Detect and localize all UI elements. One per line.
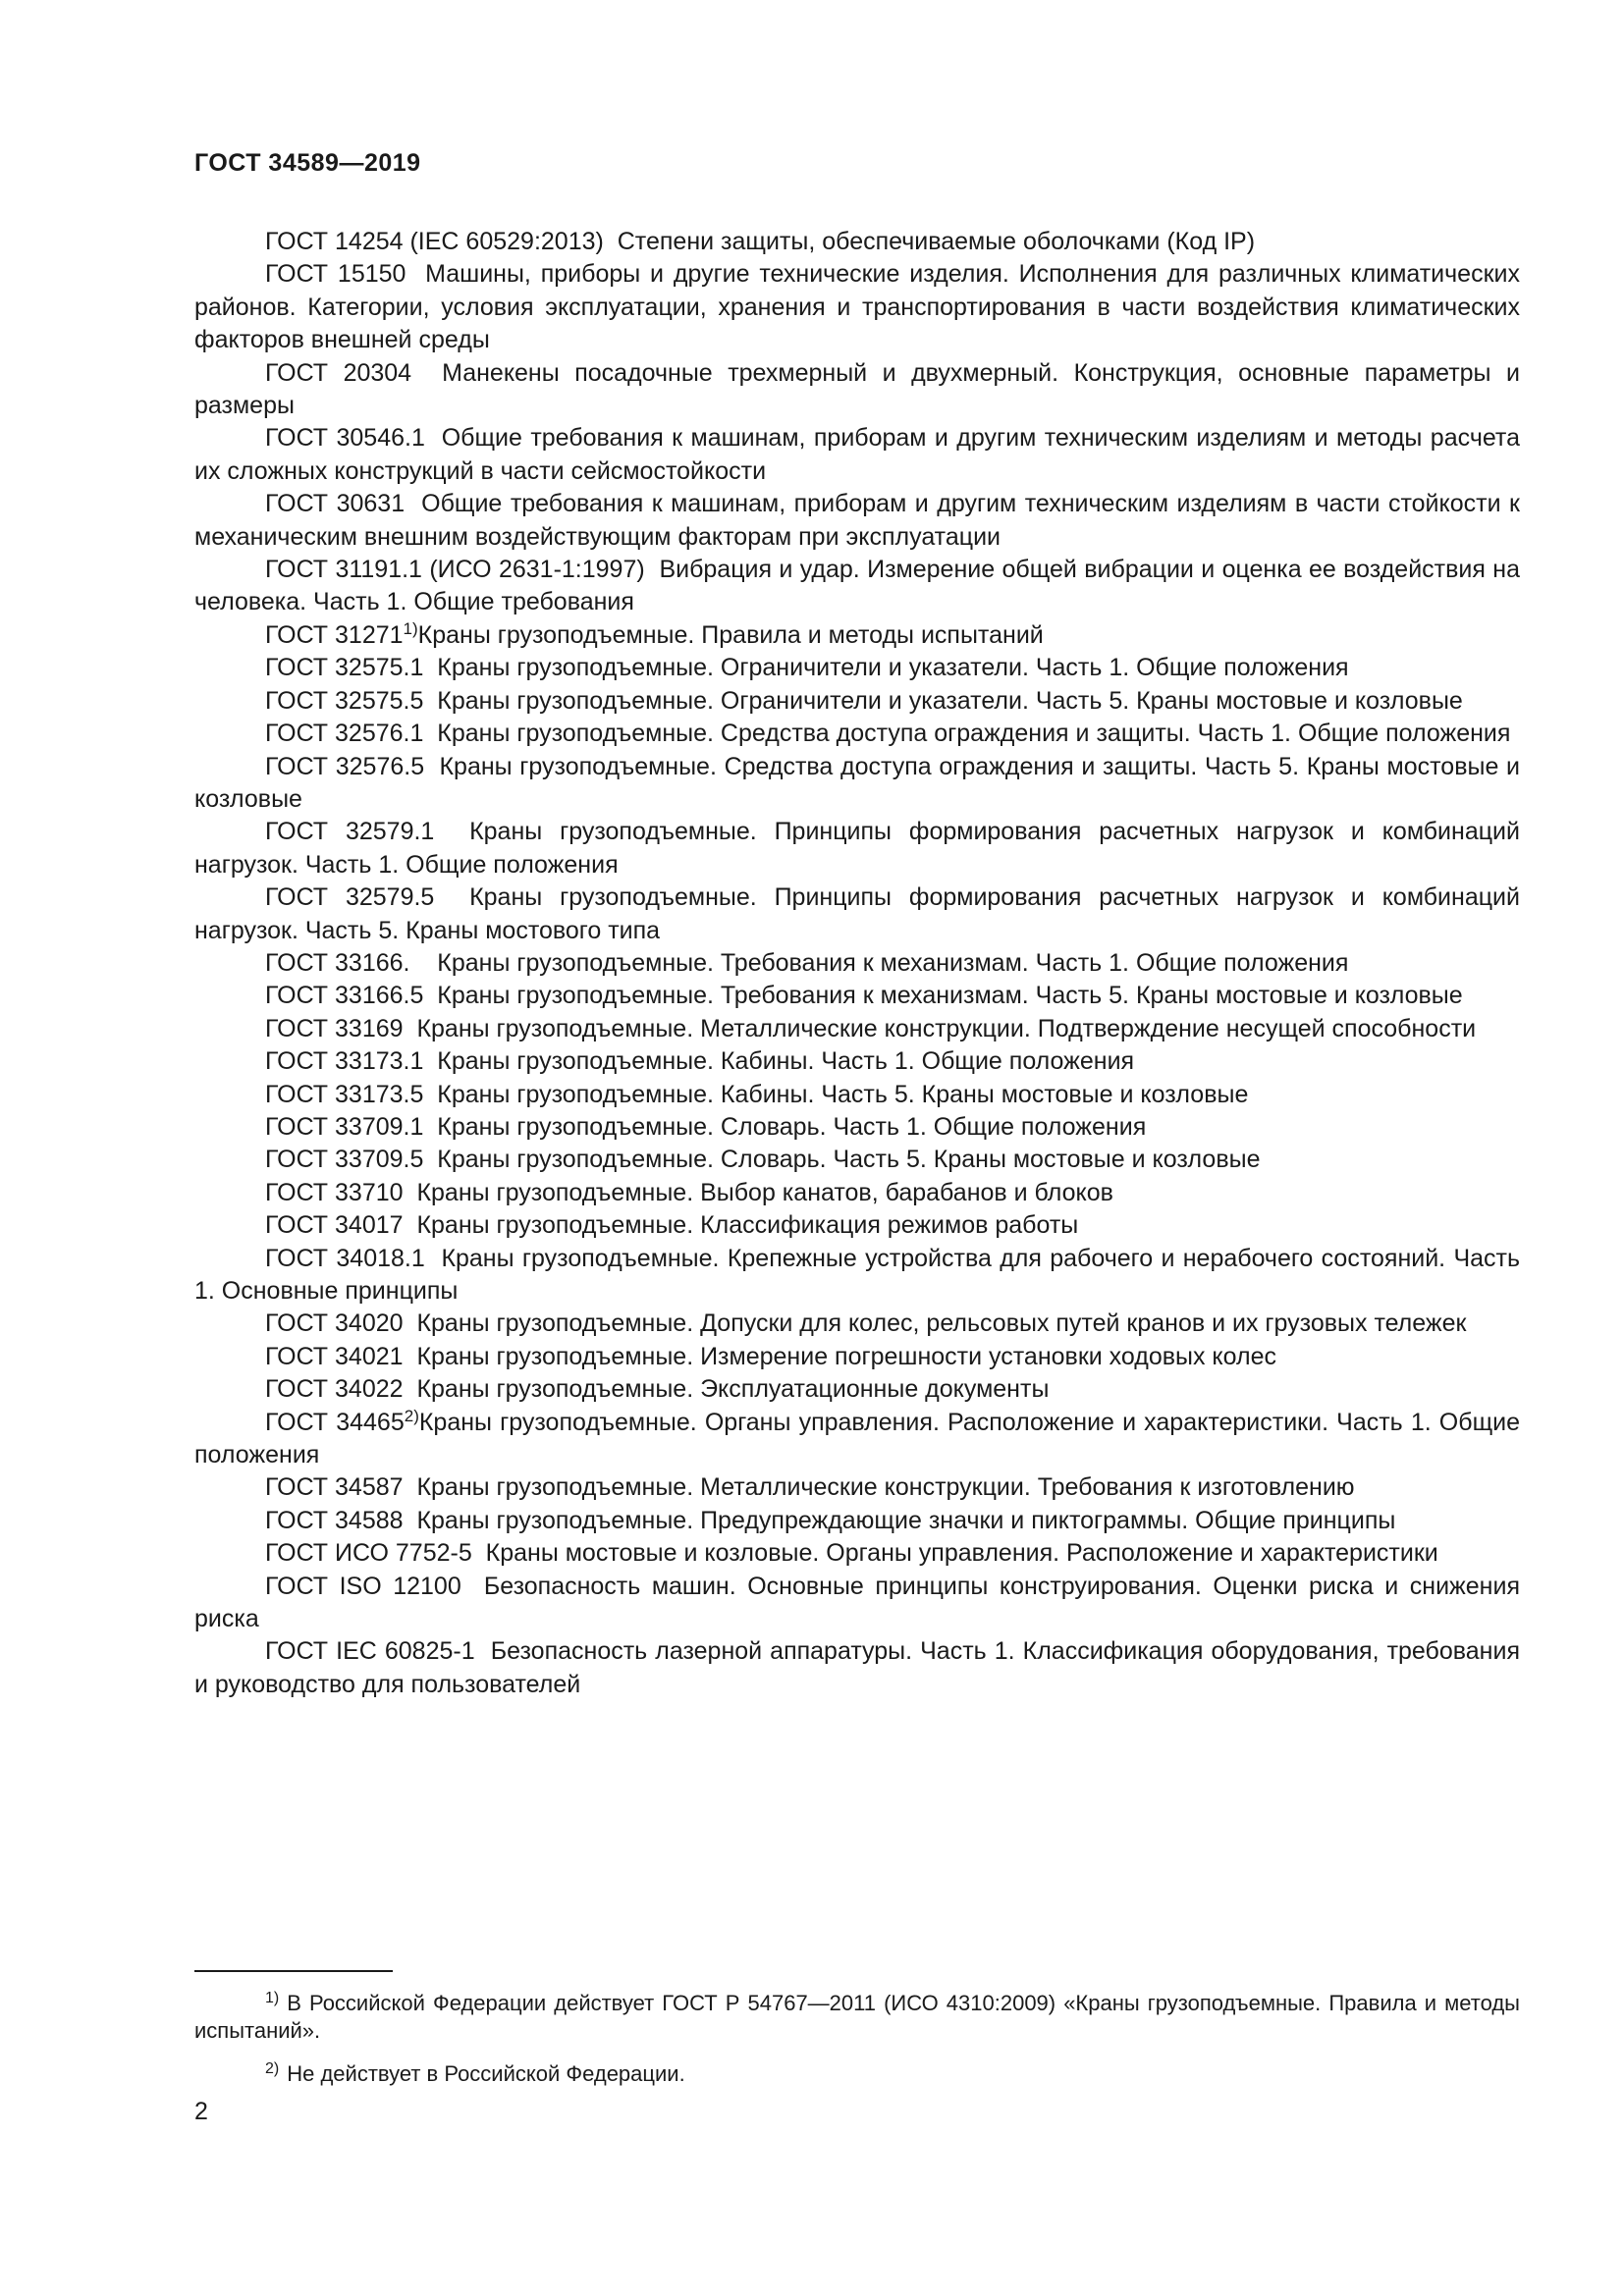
footnote-number: 1) xyxy=(265,1990,280,2006)
reference-code: ГОСТ 14254 (IEC 60529:2013) xyxy=(265,228,604,255)
reference-item xyxy=(194,1635,1520,1701)
reference-code: ГОСТ 32576.5 xyxy=(265,752,425,780)
reference-code: ГОСТ 15150 xyxy=(265,260,406,289)
reference-code: ГОСТ 34017 xyxy=(265,1211,404,1240)
reference-code: ГОСТ 20304 xyxy=(265,358,412,387)
footnotes xyxy=(194,1990,1520,2104)
reference-code: ГОСТ 32575.5 xyxy=(265,686,424,715)
reference-code: ГОСТ 33173.5 xyxy=(265,1080,424,1108)
reference-code: ГОСТ 32576.1 xyxy=(265,720,424,748)
reference-code: ГОСТ 33166.5 xyxy=(265,982,424,1010)
reference-item xyxy=(194,422,1520,488)
reference-title: Краны грузоподъемные. Кабины. Часть 5. Краны мостовые и козловые xyxy=(437,1080,1249,1108)
reference-code: ГОСТ 30631 xyxy=(265,490,406,518)
footnote-text: В Российской Федерации действует ГОСТ Р 54767—2011 (ИСО 4310:2009) «Краны грузоподъемные. Правила и методы испытаний». xyxy=(194,1991,1520,2043)
reference-item xyxy=(194,554,1520,619)
reference-title: Машины, приборы и другие технические изделия. Исполнения для различных климатических районов. Категории, условия эксплуатации, хранения и транспортирования в части воздействия климатических факторов внешней среды xyxy=(194,260,1520,354)
reference-item xyxy=(194,488,1520,554)
footnote-text: Не действует в Российской Федерации. xyxy=(287,2061,685,2086)
reference-item xyxy=(194,881,1520,947)
footnote-item xyxy=(194,2060,1520,2088)
reference-title: Краны грузоподъемные. Ограничители и указатели. Часть 1. Общие положения xyxy=(437,654,1349,682)
reference-title: Вибрация и удар. Измерение общей вибрации и оценка ее воздействия на человека. Часть 1. Общие требования xyxy=(194,556,1520,616)
reference-title: Краны грузоподъемные. Металлические конструкции. Требования к изготовлению xyxy=(416,1473,1355,1502)
reference-title: Краны грузоподъемные. Органы управления. Расположение и характеристики. Часть 1. Общие положения xyxy=(194,1408,1521,1469)
reference-item xyxy=(194,1537,1520,1570)
reference-title: Краны грузоподъемные. Крепежные устройства для рабочего и нерабочего состояний. Часть 1. Основные принципы xyxy=(194,1244,1520,1305)
reference-title: Краны грузоподъемные. Средства доступа ограждения и защиты. Часть 5. Краны мостовые и козловые xyxy=(194,752,1520,813)
reference-title: Безопасность машин. Основные принципы конструирования. Оценки риска и снижения риска xyxy=(194,1572,1520,1633)
reference-code: ГОСТ 32579.1 xyxy=(265,818,435,846)
reference-title: Краны грузоподъемные. Словарь. Часть 1. Общие положения xyxy=(437,1112,1147,1141)
normative-references-list xyxy=(194,226,1520,1701)
reference-code: ГОСТ IEC 60825-1 xyxy=(265,1637,475,1666)
reference-title: Краны грузоподъемные. Требования к механизмам. Часть 5. Краны мостовые и козловые xyxy=(437,982,1463,1010)
reference-title: Краны грузоподъемные. Измерение погрешности установки ходовых колес xyxy=(416,1342,1276,1370)
reference-item xyxy=(194,619,1520,652)
page-number: 2 xyxy=(194,2098,208,2125)
reference-item xyxy=(194,1243,1520,1308)
reference-item xyxy=(194,1341,1520,1373)
reference-item xyxy=(194,947,1520,980)
reference-item xyxy=(194,1505,1520,1537)
reference-title: Краны грузоподъемные. Словарь. Часть 5. Краны мостовые и козловые xyxy=(437,1146,1261,1174)
reference-title: Краны грузоподъемные. Средства доступа ограждения и защиты. Часть 1. Общие положения xyxy=(437,720,1511,748)
reference-title: Безопасность лазерной аппаратуры. Часть 1. Классификация оборудования, требования и руководство для пользователей xyxy=(194,1637,1520,1698)
reference-title: Краны грузоподъемные. Принципы формирования расчетных нагрузок и комбинаций нагрузок. Часть 5. Краны мостового типа xyxy=(194,883,1520,944)
reference-code: ГОСТ 34465 xyxy=(265,1408,405,1436)
reference-code: ГОСТ 34022 xyxy=(265,1375,404,1404)
reference-title: Краны грузоподъемные. Принципы формирования расчетных нагрузок и комбинаций нагрузок. Часть 1. Общие положения xyxy=(194,818,1520,879)
reference-code: ГОСТ 34021 xyxy=(265,1342,404,1370)
reference-item xyxy=(194,1571,1520,1636)
document-header: ГОСТ 34589—2019 xyxy=(194,149,421,177)
reference-item xyxy=(194,357,1520,423)
reference-title: Краны грузоподъемные. Допуски для колес, рельсовых путей кранов и их грузовых тележек xyxy=(416,1309,1467,1338)
reference-item xyxy=(194,226,1520,258)
reference-code: ГОСТ 32579.5 xyxy=(265,883,435,912)
footnote-separator xyxy=(194,1970,393,1972)
footnote-marker: 1) xyxy=(403,618,418,638)
reference-item xyxy=(194,1177,1520,1209)
reference-item xyxy=(194,1144,1520,1176)
reference-title: Краны грузоподъемные. Выбор канатов, барабанов и блоков xyxy=(416,1178,1113,1206)
reference-item xyxy=(194,258,1520,356)
reference-title: Краны грузоподъемные. Предупреждающие значки и пиктограммы. Общие принципы xyxy=(416,1506,1396,1534)
reference-code: ГОСТ 34587 xyxy=(265,1473,404,1502)
reference-title: Общие требования к машинам, приборам и другим техническим изделиям и методы расчета их сложных конструкций в части сейсмостойкости xyxy=(194,424,1520,485)
reference-code: ГОСТ 32575.1 xyxy=(265,654,424,682)
reference-item xyxy=(194,1079,1520,1111)
reference-code: ГОСТ 33710 xyxy=(265,1178,404,1206)
reference-code: ГОСТ 33169 xyxy=(265,1014,404,1042)
reference-code: ГОСТ 34018.1 xyxy=(265,1244,425,1272)
reference-code: ГОСТ ИСО 7752-5 xyxy=(265,1539,472,1568)
reference-item xyxy=(194,1045,1520,1078)
reference-code: ГОСТ 33166. xyxy=(265,948,424,977)
reference-item xyxy=(194,685,1520,718)
reference-item xyxy=(194,1373,1520,1406)
reference-code: ГОСТ 34588 xyxy=(265,1506,404,1534)
reference-title: Краны грузоподъемные. Классификация режимов работы xyxy=(416,1211,1079,1240)
reference-item xyxy=(194,718,1520,750)
reference-title: Краны мостовые и козловые. Органы управления. Расположение и характеристики xyxy=(485,1539,1438,1568)
reference-item xyxy=(194,751,1520,817)
reference-title: Краны грузоподъемные. Правила и методы испытаний xyxy=(417,620,1044,649)
reference-item xyxy=(194,1308,1520,1340)
reference-code: ГОСТ 33709.1 xyxy=(265,1112,424,1141)
reference-title: Краны грузоподъемные. Ограничители и указатели. Часть 5. Краны мостовые и козловые xyxy=(437,686,1463,715)
reference-title: Манекены посадочные трехмерный и двухмерный. Конструкция, основные параметры и размеры xyxy=(194,358,1520,420)
reference-title: Краны грузоподъемные. Металлические конструкции. Подтверждение несущей способности xyxy=(416,1014,1477,1042)
reference-code: ГОСТ 33709.5 xyxy=(265,1146,424,1174)
reference-item xyxy=(194,816,1520,881)
reference-code: ГОСТ 31271 xyxy=(265,620,404,649)
reference-item xyxy=(194,1209,1520,1242)
reference-item xyxy=(194,652,1520,684)
reference-title: Краны грузоподъемные. Кабины. Часть 1. Общие положения xyxy=(437,1047,1135,1076)
reference-code: ГОСТ 31191.1 (ИСО 2631-1:1997) xyxy=(265,556,645,584)
reference-item xyxy=(194,1471,1520,1504)
footnote-number: 2) xyxy=(265,2060,280,2077)
reference-item xyxy=(194,1111,1520,1144)
reference-item xyxy=(194,1013,1520,1045)
reference-item xyxy=(194,1407,1520,1472)
reference-code: ГОСТ ISO 12100 xyxy=(265,1572,461,1600)
reference-code: ГОСТ 34020 xyxy=(265,1309,404,1338)
footnote-marker: 2) xyxy=(404,1406,419,1425)
reference-title: Краны грузоподъемные. Требования к механизмам. Часть 1. Общие положения xyxy=(437,948,1349,977)
reference-title: Степени защиты, обеспечиваемые оболочками (Код IP) xyxy=(617,228,1256,255)
reference-title: Краны грузоподъемные. Эксплуатационные документы xyxy=(416,1375,1050,1404)
reference-item xyxy=(194,980,1520,1012)
reference-code: ГОСТ 30546.1 xyxy=(265,424,425,453)
footnote-item xyxy=(194,1990,1520,2045)
reference-code: ГОСТ 33173.1 xyxy=(265,1047,424,1076)
reference-title: Общие требования к машинам, приборам и другим техническим изделиям в части стойкости к механическим внешним воздействующим факторам при эксплуатации xyxy=(194,490,1520,551)
